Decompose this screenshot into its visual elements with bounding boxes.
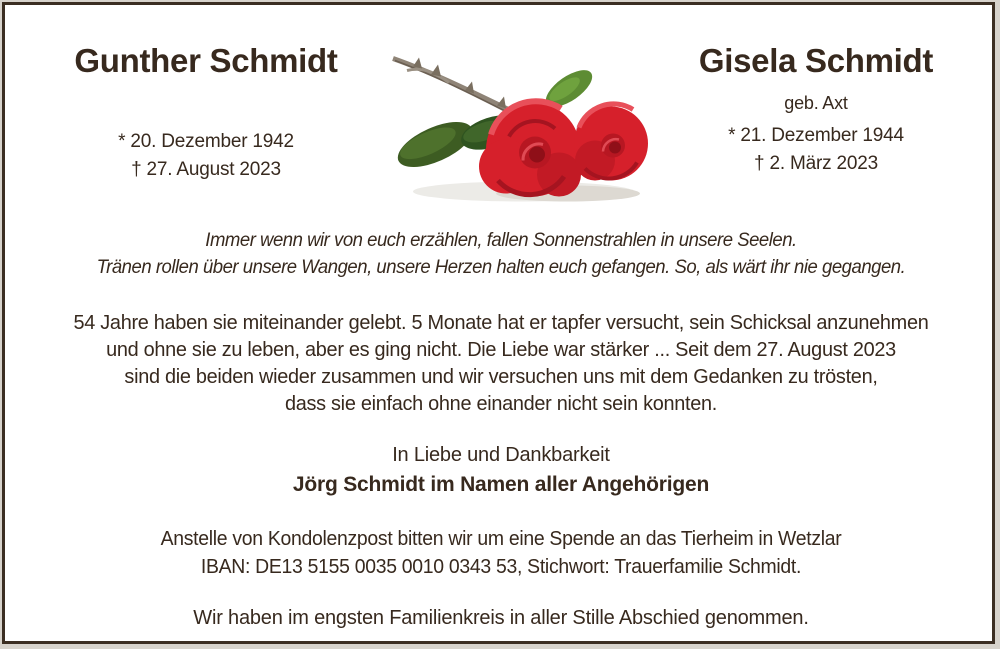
- obituary-frame: [2, 2, 995, 644]
- donation-line-1: Anstelle von Kondolenzpost bitten wir um eine Spende an das Tierheim in Wetzlar: [160, 528, 842, 550]
- maiden-name: geb. Axt: [784, 93, 848, 113]
- two-red-roses-icon: [373, 41, 655, 209]
- deceased-block-gisela: [661, 41, 971, 178]
- closing-signature: [5, 440, 997, 500]
- body-line-1: 54 Jahre haben sie miteinander gelebt. 5 Monate hat er tapfer versucht, sein Schicksal anzunehmen: [73, 311, 929, 334]
- body-line-3: sind die beiden wieder zusammen und wir versuchen uns mit dem Gedanken zu trösten,: [124, 365, 878, 388]
- dates-gisela: [661, 122, 971, 178]
- verse-line-2: Tränen rollen über unsere Wangen, unsere Herzen halten euch gefangen. So, als wärt ihr nie gegangen.: [96, 256, 906, 278]
- body-line-4: dass sie einfach ohne einander nicht sein konnten.: [284, 392, 718, 415]
- deceased-block-gunther: [43, 41, 369, 184]
- closing-line: In Liebe und Dankbarkeit: [392, 444, 610, 466]
- deceased-name-gunther: Gunther Schmidt: [74, 42, 338, 79]
- signature-name: Jörg Schmidt im Namen aller Angehörigen: [292, 473, 710, 496]
- birth-date-gunther: * 20. Dezember 1942: [118, 131, 294, 152]
- birth-date-gisela: * 21. Dezember 1944: [728, 125, 904, 146]
- verse-line-1: Immer wenn wir von euch erzählen, fallen Sonnenstrahlen in unsere Seelen.: [205, 229, 797, 251]
- dates-gunther: [43, 128, 369, 184]
- condolence-verse: [30, 227, 972, 281]
- farewell-note: Wir haben im engsten Familienkreis in aller Stille Abschied genommen.: [193, 607, 809, 629]
- donation-iban: IBAN: DE13 5155 0035 0010 0343 53, Stichwort: Trauerfamilie Schmidt.: [200, 556, 802, 578]
- death-date-gisela: † 2. März 2023: [754, 153, 878, 174]
- death-date-gunther: † 27. August 2023: [131, 159, 281, 180]
- body-line-2: und ohne sie zu leben, aber es ging nicht. Die Liebe war stärker ... Seit dem 27. August 2023: [106, 338, 896, 361]
- obituary-body: [20, 309, 982, 417]
- donation-request: [20, 525, 982, 581]
- roses-image: [373, 41, 655, 209]
- deceased-name-gisela: Gisela Schmidt: [698, 42, 934, 79]
